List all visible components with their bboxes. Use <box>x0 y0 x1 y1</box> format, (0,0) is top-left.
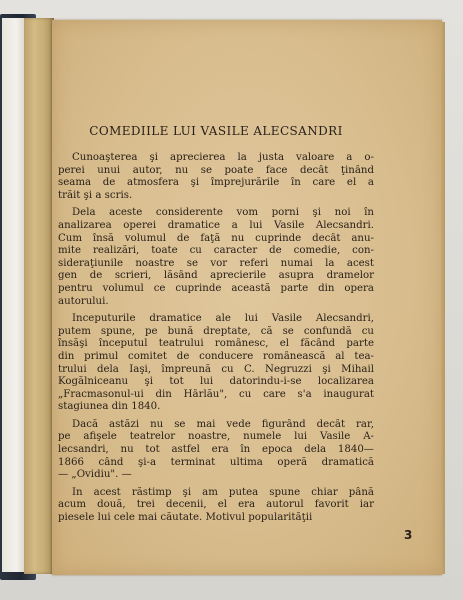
paragraph <box>58 419 374 482</box>
chapter-title: COMEDIILE LUI VASILE ALECSANDRI <box>89 124 343 138</box>
text-line: trăit şi a scris. <box>58 189 133 201</box>
text-line: piesele lui cele mai căutate. Motivul popularităţii <box>58 512 313 524</box>
text-line: mite realizări, toate cu caracter de comedie, con- <box>58 245 374 257</box>
text-line: Inceputurile dramatice ale lui Vasile Alecsandri, <box>72 313 374 325</box>
text-line: — „Ovidiu". — <box>58 469 132 481</box>
text-line: pe afişele teatrelor noastre, numele lui Vasile A- <box>58 431 374 443</box>
paragraph <box>58 487 374 525</box>
page-content <box>58 124 374 530</box>
text-line: gen de scrieri, lăsând aprecierile asupra dramelor <box>58 270 374 282</box>
text-line: seama de atmosfera şi împrejurările în care el a <box>58 177 374 189</box>
text-line: perei unui autor, nu se poate face decât ţinând <box>58 164 374 176</box>
text-line: Dela aceste considerente vom porni şi noi în <box>72 207 374 219</box>
text-line: Dacă astăzi nu se mai vede figurând decât rar, <box>72 418 374 430</box>
text-line: In acest răstimp şi am putea spune chiar până <box>72 486 374 498</box>
text-line: sideraţiunile noastre se vor referi numai la acest <box>58 257 374 269</box>
text-line: Cum însă volumul de faţă nu cuprinde decât anu- <box>58 232 374 244</box>
text-line: stagiunea din 1840. <box>58 401 161 413</box>
page-edge <box>441 22 445 574</box>
book-spine-tape <box>24 18 54 574</box>
text-line: Kogălniceanu şi tot lui datorindu-i-se localizarea <box>58 376 374 388</box>
text-line: putem spune, pe bună dreptate, că se confundă cu <box>58 325 374 337</box>
text-line: analizarea operei dramatice a lui Vasile Alecsandri. <box>58 219 374 231</box>
body-text <box>58 152 374 525</box>
paragraph <box>58 313 374 414</box>
text-line: însăşi începutul teatrului românesc, el făcând parte <box>58 338 374 350</box>
cover-endpaper <box>2 18 26 572</box>
text-line: lecsandri, nu tot astfel era în epoca dela 1840— <box>58 444 374 456</box>
page-number: 3 <box>404 528 413 542</box>
text-line: autorului. <box>58 295 109 307</box>
text-line: din primul comitet de conducere românească al tea- <box>58 350 374 362</box>
text-line: acum două, trei decenii, el era autorul favorit iar <box>58 499 374 511</box>
text-line: 1866 când şi-a terminat ultima operă dramatică <box>58 456 374 468</box>
text-line: „Fracmasonul-ui din Hârlău", cu care s'a inaugurat <box>58 388 374 400</box>
paragraph <box>58 207 374 308</box>
text-line: Cunoaşterea şi aprecierea la justa valoare a o- <box>72 152 374 163</box>
paragraph <box>58 152 374 202</box>
text-line: trului dela Iaşi, împreună cu C. Negruzzi şi Mihail <box>58 363 374 375</box>
text-line: pentru volumul ce cuprinde această parte din opera <box>58 282 374 294</box>
